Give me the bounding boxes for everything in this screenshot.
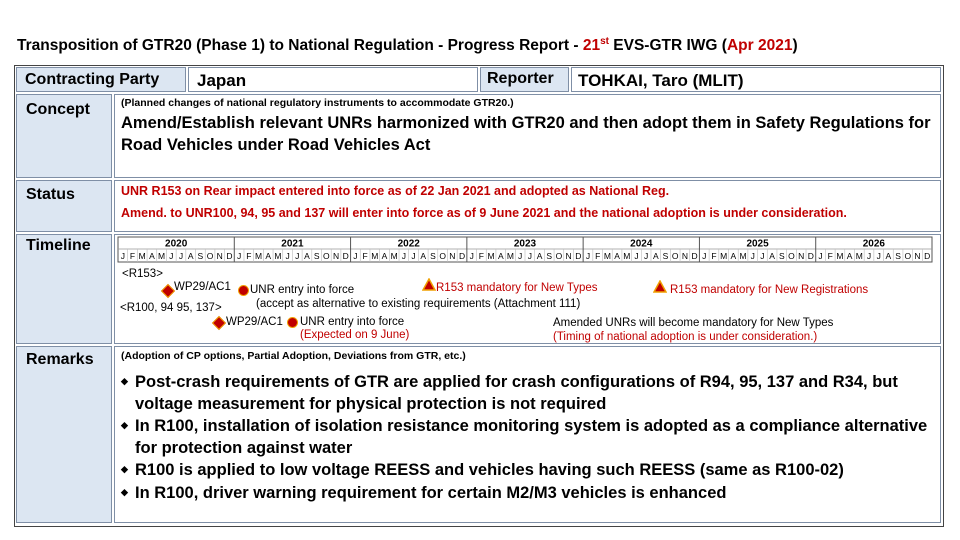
timeline-year: 2022 xyxy=(397,238,420,250)
timeline-month: J xyxy=(644,251,649,261)
timeline-month: A xyxy=(885,251,892,261)
timeline-month: M xyxy=(254,251,263,261)
diamond-bullet-icon: ◆ xyxy=(121,464,128,474)
timeline-month: J xyxy=(295,251,300,261)
timeline-month: S xyxy=(895,251,901,261)
timeline-month: J xyxy=(120,251,125,261)
timeline-month: J xyxy=(702,251,707,261)
timeline-month: A xyxy=(652,251,659,261)
timeline-month: M xyxy=(836,251,844,261)
timeline-month: D xyxy=(458,251,466,261)
timeline-month: F xyxy=(478,251,484,261)
timeline-month: O xyxy=(671,251,679,261)
timeline-month: J xyxy=(353,251,358,261)
timeline-month: O xyxy=(323,251,330,261)
timeline-month: J xyxy=(237,251,242,261)
diamond-bullet-icon: ◆ xyxy=(121,376,128,386)
timeline-month: M xyxy=(739,251,747,261)
timeline-month: J xyxy=(760,251,765,261)
reporter-label: Reporter xyxy=(487,70,554,87)
timeline-month: S xyxy=(662,251,669,261)
r100-wp29-label: WP29/AC1 xyxy=(226,316,283,328)
timeline-month: J xyxy=(866,251,872,261)
timeline-month: D xyxy=(226,251,233,261)
timeline-month: N xyxy=(914,251,921,261)
amended-timing-note: (Timing of national adoption is under consideration.) xyxy=(553,331,818,343)
timeline-month: J xyxy=(411,251,416,261)
timeline-year: 2023 xyxy=(513,238,537,250)
page-title: Transposition of GTR20 (Phase 1) to National Regulation - Progress Report - 21st EVS-GTR IWG (Apr 2021) xyxy=(17,36,798,55)
r153-mandatory-new-registrations: R153 mandatory for New Registrations xyxy=(670,284,869,296)
timeline-month: F xyxy=(711,251,717,261)
diamond-bullet-icon: ◆ xyxy=(121,420,128,430)
concept-note: (Planned changes of national regulatory instruments to accommodate GTR20.) xyxy=(121,97,514,109)
timeline-month: M xyxy=(371,251,379,261)
timeline-month: A xyxy=(497,251,504,261)
timeline-month: F xyxy=(246,251,252,261)
r153-new-types-warning-icon xyxy=(422,278,436,291)
r100-label: <R100, 94 95, 137> xyxy=(120,302,222,314)
timeline-month: J xyxy=(527,251,532,261)
contracting-party-value: Japan xyxy=(197,71,247,90)
contracting-party-label: Contracting Party xyxy=(25,71,160,88)
timeline-month: N xyxy=(449,251,456,261)
timeline-month: J xyxy=(750,251,755,261)
timeline-month: J xyxy=(285,251,290,261)
remarks-list xyxy=(121,371,936,504)
timeline-month: O xyxy=(904,251,912,261)
r153-mandatory-new-types: R153 mandatory for New Types xyxy=(436,282,598,294)
timeline-month: A xyxy=(149,251,155,261)
timeline-month: F xyxy=(827,251,833,261)
timeline-month: J xyxy=(178,251,184,261)
timeline-month: M xyxy=(720,251,728,261)
timeline-year: 2025 xyxy=(746,238,769,250)
timeline-month: D xyxy=(924,251,931,261)
timeline-month: S xyxy=(313,251,320,261)
timeline-month: F xyxy=(362,251,368,261)
timeline-month: M xyxy=(855,251,863,261)
r100-entry-marker-icon xyxy=(287,317,298,328)
timeline-month: O xyxy=(555,251,563,261)
timeline-year: 2020 xyxy=(165,238,188,250)
r153-wp29-label: WP29/AC1 xyxy=(174,281,231,293)
timeline-month: A xyxy=(769,251,775,261)
timeline-month: A xyxy=(304,251,310,261)
timeline-month: S xyxy=(430,251,436,261)
timeline-month: A xyxy=(420,251,427,261)
status-line-1: UNR R153 on Rear impact entered into force as of 22 Jan 2021 and adopted as National Reg. xyxy=(121,184,670,198)
concept-text: Amend/Establish relevant UNRs harmonized with GTR20 and then adopt them in Safety Regulations for Road Vehicles under Road Vehicles Act xyxy=(121,114,931,154)
timeline-month: D xyxy=(807,251,814,261)
timeline-month: M xyxy=(603,251,611,261)
timeline-month: D xyxy=(575,251,582,261)
timeline-month: S xyxy=(778,251,785,261)
timeline-month: F xyxy=(129,251,136,261)
timeline-month: N xyxy=(798,251,805,261)
timeline-month: J xyxy=(169,251,174,261)
timeline-month: N xyxy=(681,251,688,261)
remarks-item: ◆ In R100, driver warning requirement for certain M2/M3 vehicles is enhanced xyxy=(121,483,727,502)
timeline-month: S xyxy=(197,251,204,261)
timeline-month: M xyxy=(158,251,166,261)
timeline-month: A xyxy=(846,251,853,261)
remarks-label-cell xyxy=(16,346,112,523)
timeline-month: A xyxy=(730,251,737,261)
r153-label: <R153> xyxy=(122,268,163,280)
r100-entry-label: UNR entry into force xyxy=(300,316,405,328)
concept-label: Concept xyxy=(26,101,90,118)
timeline-month: J xyxy=(401,251,406,261)
timeline-month: D xyxy=(691,251,698,261)
timeline-month: A xyxy=(536,251,543,261)
timeline-month: M xyxy=(506,251,515,261)
timeline-month: J xyxy=(634,251,639,261)
remarks-item: ◆ R100 is applied to low voltage REESS and vehicles having such REESS (same as R100-02) xyxy=(121,461,844,479)
r153-entry-label: UNR entry into force xyxy=(250,284,355,296)
timeline-year: 2024 xyxy=(630,238,653,250)
timeline-month: M xyxy=(623,251,631,261)
timeline-month: A xyxy=(187,251,194,261)
r153-alternative-note: (accept as alternative to existing requirements (Attachment 111) xyxy=(256,298,581,310)
timeline-month: O xyxy=(439,251,446,261)
timeline-month: N xyxy=(565,251,572,261)
timeline-month: S xyxy=(546,251,553,261)
timeline-month: M xyxy=(487,251,495,261)
remarks-note: (Adoption of CP options, Partial Adoption, Deviations from GTR, etc.) xyxy=(121,350,466,362)
reporter-value: TOHKAI, Taro (MLIT) xyxy=(578,71,744,90)
timeline-month: J xyxy=(585,251,591,261)
timeline-year: 2021 xyxy=(281,238,304,250)
r100-expected-note: (Expected on 9 June) xyxy=(300,329,410,341)
timeline-month: J xyxy=(518,251,523,261)
timeline-month: A xyxy=(265,251,272,261)
timeline-month: A xyxy=(381,251,388,261)
timeline-month: J xyxy=(818,251,823,261)
timeline-month: A xyxy=(614,251,620,261)
status-label: Status xyxy=(26,186,75,203)
timeline-month: M xyxy=(138,251,146,261)
timeline-month: O xyxy=(788,251,795,261)
remarks-content-cell xyxy=(114,346,941,523)
amended-mandatory-label: Amended UNRs will become mandatory for New Types xyxy=(553,317,834,329)
timeline-month: N xyxy=(332,251,340,261)
r153-new-registrations-warning-icon xyxy=(653,280,667,293)
remarks-label: Remarks xyxy=(26,351,94,368)
r153-entry-marker-icon xyxy=(238,285,249,296)
timeline-month: M xyxy=(390,251,398,261)
diamond-bullet-icon: ◆ xyxy=(121,486,128,497)
timeline-month: O xyxy=(206,251,214,261)
remarks-item: ◆ In R100, installation of isolation resistance monitoring system is adopted as a compliance alternative for protection against water xyxy=(121,417,928,457)
remarks-item: ◆ Post-crash requirements of GTR are applied for crash configurations of R94, 95, 137 and R34, but voltage measurement for physical protection is not required xyxy=(121,373,898,413)
timeline-month: J xyxy=(469,251,474,261)
timeline-month: N xyxy=(216,251,223,261)
status-line-2: Amend. to UNR100, 94, 95 and 137 will enter into force as of 9 June 2021 and the national adoption is under consideration. xyxy=(121,206,847,220)
timeline-month: M xyxy=(274,251,282,261)
timeline-month: F xyxy=(595,251,601,261)
timeline-year: 2026 xyxy=(862,238,885,250)
timeline-label: Timeline xyxy=(26,237,91,254)
timeline-month: J xyxy=(876,251,881,261)
timeline-month: D xyxy=(342,251,349,261)
